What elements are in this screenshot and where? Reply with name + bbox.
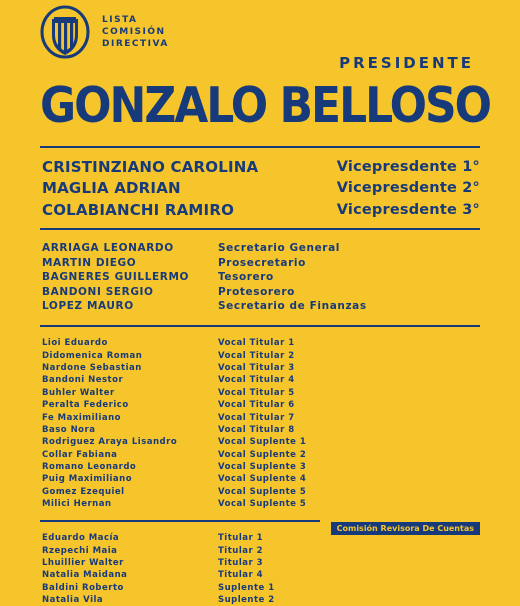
member-name: BAGNERES GUILLERMO (42, 271, 190, 284)
member-role: Vicepresdente 3° (336, 201, 480, 218)
list-item (42, 411, 480, 423)
member-role: Suplente 2 (218, 595, 275, 606)
member-role: Vocal Suplente 5 (218, 499, 307, 510)
vice-president-row (42, 156, 480, 178)
list-item (42, 436, 480, 448)
member-name: ARRIAGA LEONARDO (42, 242, 174, 255)
member-name: Gomez Ezequiel (42, 486, 125, 497)
list-item (42, 285, 480, 300)
member-role: Vocal Suplente 1 (218, 437, 307, 448)
member-role: Titular 4 (218, 570, 264, 581)
member-name: Peralta Federico (42, 400, 129, 411)
member-name: COLABIANCHI RAMIRO (42, 200, 235, 219)
member-name: Lhuillier Walter (42, 557, 124, 568)
member-name: Nardone Sebastian (42, 362, 142, 373)
member-role: Titular 3 (218, 557, 264, 568)
comision-revisora-badge: Comisión Revisora De Cuentas (331, 522, 480, 535)
member-name: MARTIN DIEGO (42, 256, 137, 269)
list-item (42, 387, 480, 399)
member-role: Vocal Titular 7 (218, 412, 295, 423)
list-item (42, 582, 480, 594)
member-name: Baldini Roberto (42, 582, 124, 593)
member-role: Vocal Titular 4 (218, 375, 295, 386)
president-label: PRESIDENTE (339, 54, 474, 72)
list-item (42, 486, 480, 498)
member-role: Vocal Titular 1 (218, 338, 295, 349)
member-role: Vocal Suplente 2 (218, 449, 307, 460)
list-item (42, 399, 480, 411)
list-item (42, 299, 480, 314)
member-role: Vocal Suplente 4 (218, 474, 307, 485)
divider (40, 325, 480, 327)
member-role: Prosecretario (218, 256, 306, 269)
divider (40, 520, 320, 522)
member-name: Natalia Vila (42, 595, 104, 606)
member-name: Milici Hernan (42, 499, 112, 510)
member-role: Suplente 1 (218, 582, 275, 593)
member-role: Vocal Titular 8 (218, 424, 295, 435)
brand-line: DIRECTIVA (102, 39, 169, 49)
member-role: Vocal Titular 5 (218, 387, 295, 398)
member-name: Fe Maximiliano (42, 412, 122, 423)
member-name: Eduardo Macía (42, 533, 120, 544)
member-role: Vicepresdente 1° (336, 158, 480, 175)
member-role: Protesorero (218, 285, 295, 298)
member-name: Baso Nora (42, 424, 96, 435)
list-item (42, 449, 480, 461)
member-name: Buhler Walter (42, 387, 115, 398)
divider (40, 228, 480, 230)
member-name: Rzepechi Maia (42, 545, 118, 556)
list-item (42, 461, 480, 473)
divider (40, 146, 480, 148)
member-role: Vocal Suplente 5 (218, 486, 307, 497)
list-item (42, 532, 480, 544)
list-item (42, 374, 480, 386)
member-name: Bandoni Nestor (42, 375, 124, 386)
member-name: MAGLIA ADRIAN (42, 179, 181, 198)
member-name: Collar Fabiana (42, 449, 118, 460)
member-name: Romano Leonardo (42, 462, 137, 473)
list-item (42, 544, 480, 556)
member-role: Tesorero (218, 271, 274, 284)
member-role: Secretario General (218, 242, 340, 255)
member-name: BANDONI SERGIO (42, 285, 154, 298)
member-name: Didomenica Roman (42, 350, 143, 361)
list-item (42, 498, 480, 510)
member-name: Natalia Maidana (42, 570, 128, 581)
list-item (42, 256, 480, 271)
member-role: Vocal Suplente 3 (218, 462, 307, 473)
list-brand (102, 14, 169, 50)
brand-line: COMISIÓN (102, 27, 166, 37)
list-item (42, 569, 480, 581)
vice-presidents-list (42, 156, 480, 221)
member-role: Vocal Titular 6 (218, 400, 295, 411)
list-item (42, 349, 480, 361)
member-role: Vocal Titular 2 (218, 350, 295, 361)
brand-line: LISTA (102, 15, 138, 25)
vice-president-row (42, 178, 480, 200)
list-item (42, 473, 480, 485)
member-role: Vocal Titular 3 (218, 362, 295, 373)
list-item (42, 270, 480, 285)
member-name: Puig Maximiliano (42, 474, 133, 485)
header (40, 4, 169, 60)
list-item (42, 424, 480, 436)
member-name: CRISTINZIANO CAROLINA (42, 157, 259, 176)
vocales-list (42, 337, 480, 510)
member-name: Rodriguez Araya Lisandro (42, 437, 178, 448)
member-role: Vicepresdente 2° (336, 180, 480, 197)
list-item (42, 557, 480, 569)
list-item (42, 337, 480, 349)
member-role: Titular 2 (218, 545, 264, 556)
list-item (42, 241, 480, 256)
member-role: Titular 1 (218, 533, 264, 544)
member-name: LOPEZ MAURO (42, 300, 134, 313)
secretaries-list (42, 241, 480, 314)
member-name: Lioi Eduardo (42, 338, 108, 349)
club-crest-icon (40, 5, 90, 59)
list-item (42, 362, 480, 374)
vice-president-row (42, 199, 480, 221)
president-name: GONZALO BELLOSO (40, 77, 491, 135)
comision-revisora-list (42, 532, 480, 606)
member-role: Secretario de Finanzas (218, 300, 367, 313)
